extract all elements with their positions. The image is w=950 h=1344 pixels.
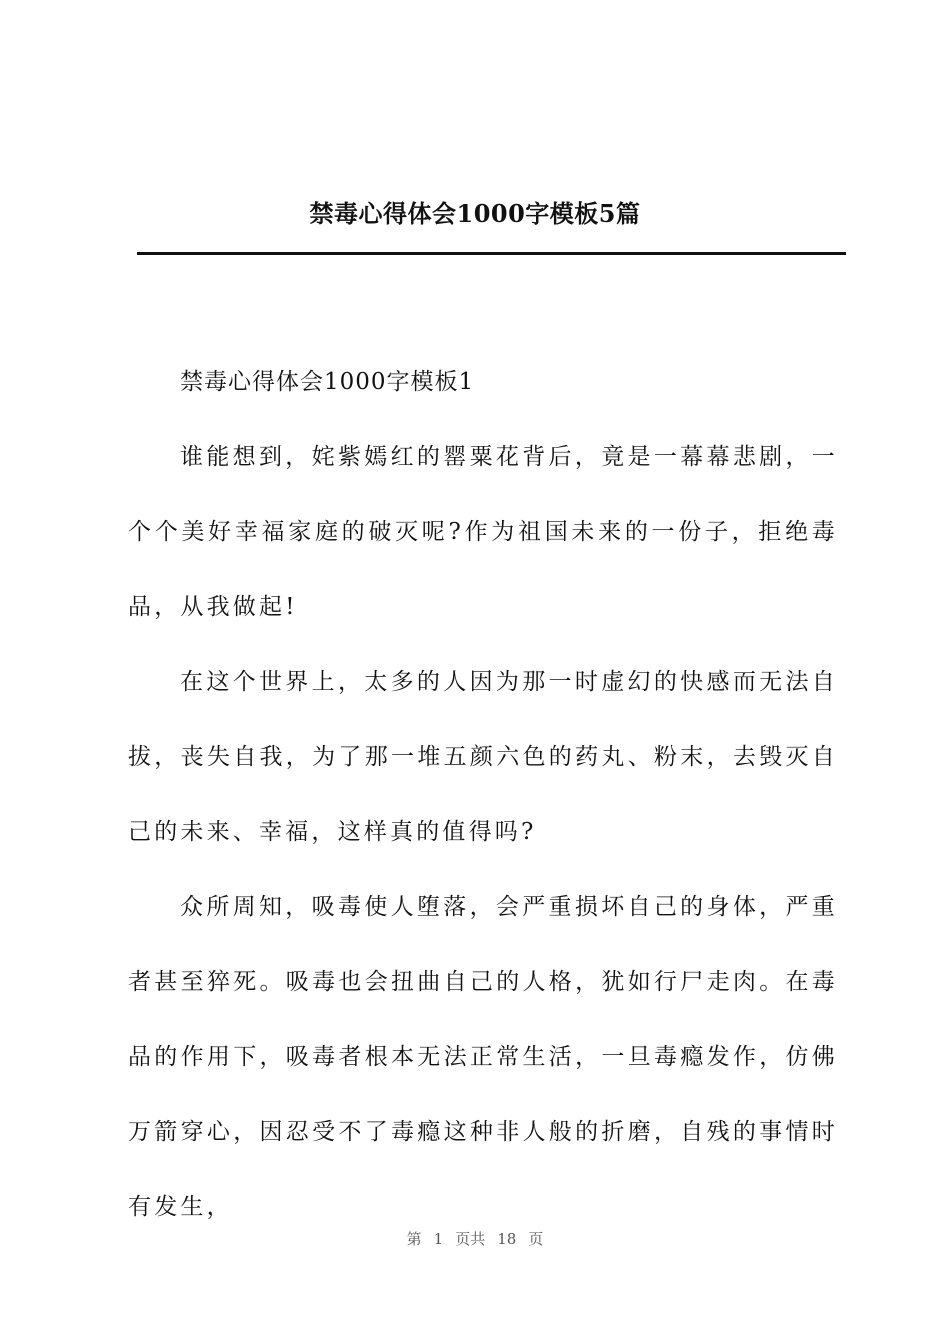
paragraph-3: 众所周知，吸毒使人堕落，会严重损坏自己的身体，严重者甚至猝死。吸毒也会扭曲自己的人格，犹如行尸走肉。在毒品的作用下，吸毒者根本无法正常生活，一旦毒瘾发作，仿佛万箭穿心，因忍受不了毒瘾这种非人般的折磨，自残的事情时有发生， [128,894,838,1220]
title-underline [137,252,846,255]
footer-suffix: 页 [528,1230,544,1248]
section-heading: 禁毒心得体会1000字模板1 [180,369,475,395]
page-footer [0,1228,950,1249]
footer-current-page: 1 [433,1230,444,1248]
footer-middle: 页共 [455,1230,486,1248]
footer-total-pages: 18 [497,1230,517,1248]
footer-prefix: 第 [406,1230,422,1248]
document-body [128,345,838,1245]
document-title: 禁毒心得体会1000字模板5篇 [309,199,641,228]
paragraph-2: 在这个世界上，太多的人因为那一时虚幻的快感而无法自拔，丧失自我，为了那一堆五颜六色的药丸、粉末，去毁灭自己的未来、幸福，这样真的值得吗? [128,669,838,845]
paragraph-1: 谁能想到，姹紫嫣红的罂粟花背后，竟是一幕幕悲剧，一个个美好幸福家庭的破灭呢?作为祖国未来的一份子，拒绝毒品，从我做起! [128,444,838,620]
